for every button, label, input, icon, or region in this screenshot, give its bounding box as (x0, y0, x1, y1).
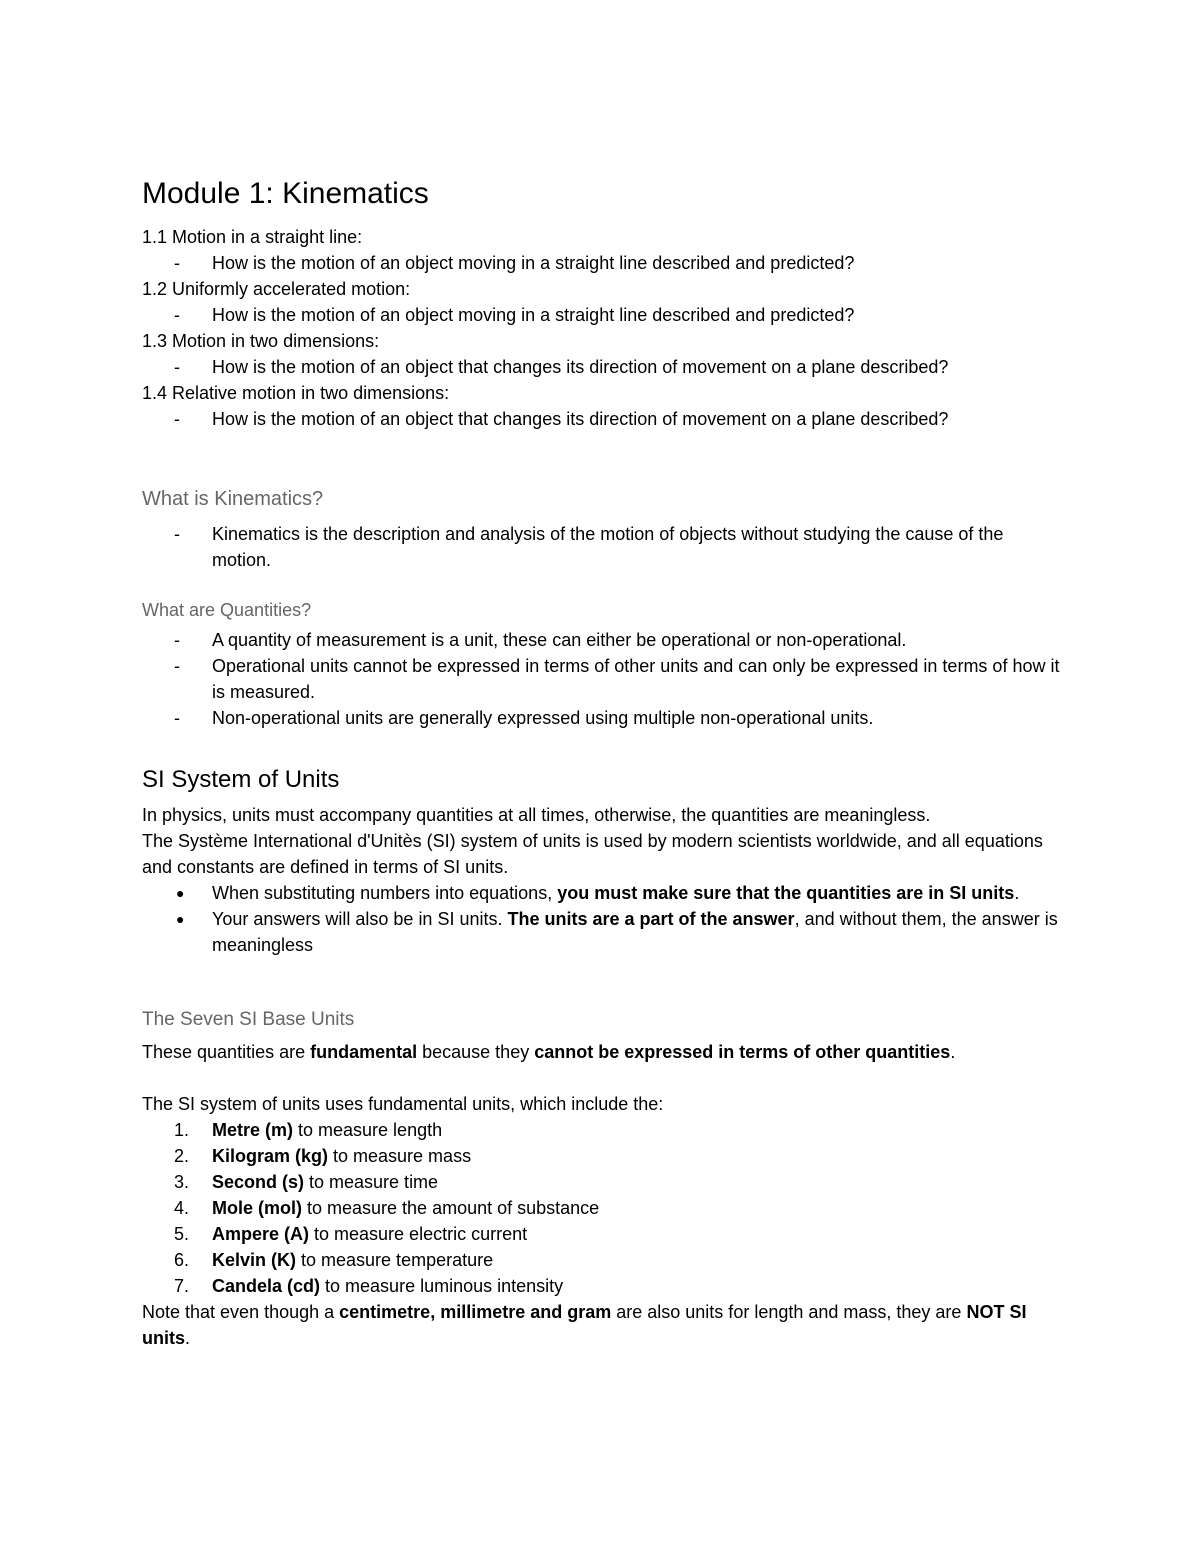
outline-question: - How is the motion of an object moving in a straight line described and predicted? (142, 302, 1062, 328)
outline-heading: 1.2 Uniformly accelerated motion: (142, 279, 411, 299)
quantities-bullet: - A quantity of measurement is a unit, these can either be operational or non-operational. (142, 627, 1062, 653)
quantities-section (142, 597, 1062, 731)
quantities-bullet: - Non-operational units are generally expressed using multiple non-operational units. (142, 705, 1062, 731)
dash-marker: - (174, 409, 180, 429)
list-number: 1. (174, 1120, 190, 1140)
base-unit-item: 2. Kilogram (kg) to measure mass (142, 1143, 1062, 1169)
si-bullet: ● When substituting numbers into equations, you must make sure that the quantities are in SI units. (142, 880, 1062, 906)
dash-marker: - (174, 708, 180, 728)
outline-heading: 1.1 Motion in a straight line: (142, 227, 363, 247)
si-paragraph: In physics, units must accompany quantities at all times, otherwise, the quantities are meaningless. (142, 805, 931, 825)
list-number: 7. (174, 1276, 190, 1296)
base-unit-item: 4. Mole (mol) to measure the amount of substance (142, 1195, 1062, 1221)
kinematics-section (142, 485, 1062, 573)
base-unit-item: 7. Candela (cd) to measure luminous intensity (142, 1273, 1062, 1299)
base-units-heading: The Seven SI Base Units (142, 1009, 355, 1030)
list-number: 4. (174, 1198, 190, 1218)
outline-heading: 1.4 Relative motion in two dimensions: (142, 383, 450, 403)
si-heading: SI System of Units (142, 766, 340, 793)
si-paragraph: The Système International d'Unitès (SI) system of units is used by modern scientists worldwide, and all equations and constants are defined in terms of SI units. (142, 831, 1043, 877)
page-title: Module 1: Kinematics (142, 177, 429, 210)
list-number: 6. (174, 1250, 190, 1270)
si-section (142, 764, 1062, 958)
outline-question: - How is the motion of an object moving in a straight line described and predicted? (142, 250, 1062, 276)
dash-marker: - (174, 656, 180, 676)
dash-marker: - (174, 357, 180, 377)
base-unit-item: 1. Metre (m) to measure length (142, 1117, 1062, 1143)
bullet-marker: ● (176, 885, 185, 901)
outline-heading: 1.3 Motion in two dimensions: (142, 331, 380, 351)
dash-marker: - (174, 253, 180, 273)
outline-question: - How is the motion of an object that changes its direction of movement on a plane described? (142, 406, 1062, 432)
dash-marker: - (174, 630, 180, 650)
base-unit-item: 6. Kelvin (K) to measure temperature (142, 1247, 1062, 1273)
dash-marker: - (174, 524, 180, 544)
list-number: 5. (174, 1224, 190, 1244)
bullet-marker: ● (176, 911, 185, 927)
kinematics-definition: - Kinematics is the description and analysis of the motion of objects without studying the cause of the motion. (142, 521, 1062, 573)
base-units-section (142, 1007, 1062, 1351)
si-bullet: ● Your answers will also be in SI units. The units are a part of the answer, and without them, the answer is meaningless (142, 906, 1062, 958)
quantities-heading: What are Quantities? (142, 600, 312, 620)
quantities-bullet: - Operational units cannot be expressed in terms of other units and can only be expressed in terms of how it is measured. (142, 653, 1062, 705)
list-number: 2. (174, 1146, 190, 1166)
base-units-list-intro: The SI system of units uses fundamental units, which include the: (142, 1094, 664, 1114)
base-units-intro: These quantities are fundamental because they cannot be expressed in terms of other quantities. (142, 1042, 956, 1062)
dash-marker: - (174, 305, 180, 325)
base-unit-item: 5. Ampere (A) to measure electric current (142, 1221, 1062, 1247)
outline-question: - How is the motion of an object that changes its direction of movement on a plane described? (142, 354, 1062, 380)
kinematics-heading: What is Kinematics? (142, 488, 324, 510)
base-unit-item: 3. Second (s) to measure time (142, 1169, 1062, 1195)
list-number: 3. (174, 1172, 190, 1192)
module-outline (142, 224, 1062, 432)
base-units-note: Note that even though a centimetre, millimetre and gram are also units for length and mass, they are NOT SI units. (142, 1302, 1027, 1348)
